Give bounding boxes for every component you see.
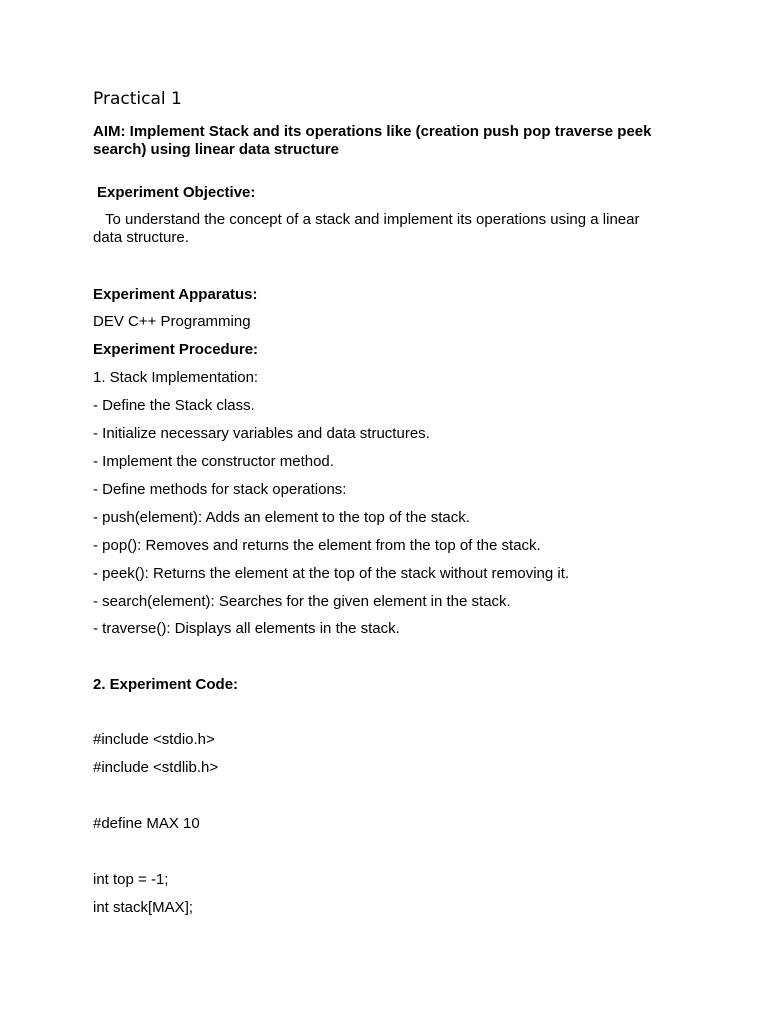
apparatus-text: DEV C++ Programming	[93, 313, 251, 330]
code-line: #include <stdio.h>	[93, 731, 215, 748]
procedure-item: - peek(): Returns the element at the top of the stack without removing it.	[93, 565, 570, 582]
procedure-item: - Initialize necessary variables and data structures.	[93, 425, 430, 442]
aim-statement: AIM: Implement Stack and its operations like (creation push pop traverse peek search) using linear data structure	[93, 123, 652, 158]
document-title: Practical 1	[93, 89, 182, 109]
procedure-item: - Define methods for stack operations:	[93, 481, 347, 498]
procedure-item: - Define the Stack class.	[93, 397, 255, 414]
objective-text: To understand the concept of a stack and implement its operations using a linear data structure.	[93, 211, 640, 246]
apparatus-heading: Experiment Apparatus:	[93, 286, 258, 303]
procedure-item: - pop(): Removes and returns the element from the top of the stack.	[93, 537, 541, 554]
procedure-heading: Experiment Procedure:	[93, 341, 259, 358]
code-line: #define MAX 10	[93, 815, 200, 832]
code-heading: 2. Experiment Code:	[93, 676, 239, 693]
objective-heading: Experiment Objective:	[97, 184, 256, 201]
procedure-item: - push(element): Adds an element to the top of the stack.	[93, 509, 470, 526]
code-line: #include <stdlib.h>	[93, 759, 219, 776]
procedure-item: - traverse(): Displays all elements in the stack.	[93, 620, 400, 637]
code-line: int stack[MAX];	[93, 899, 194, 916]
procedure-item: - search(element): Searches for the given element in the stack.	[93, 593, 511, 610]
procedure-item: 1. Stack Implementation:	[93, 369, 259, 386]
code-line: int top = -1;	[93, 871, 169, 888]
procedure-item: - Implement the constructor method.	[93, 453, 334, 470]
